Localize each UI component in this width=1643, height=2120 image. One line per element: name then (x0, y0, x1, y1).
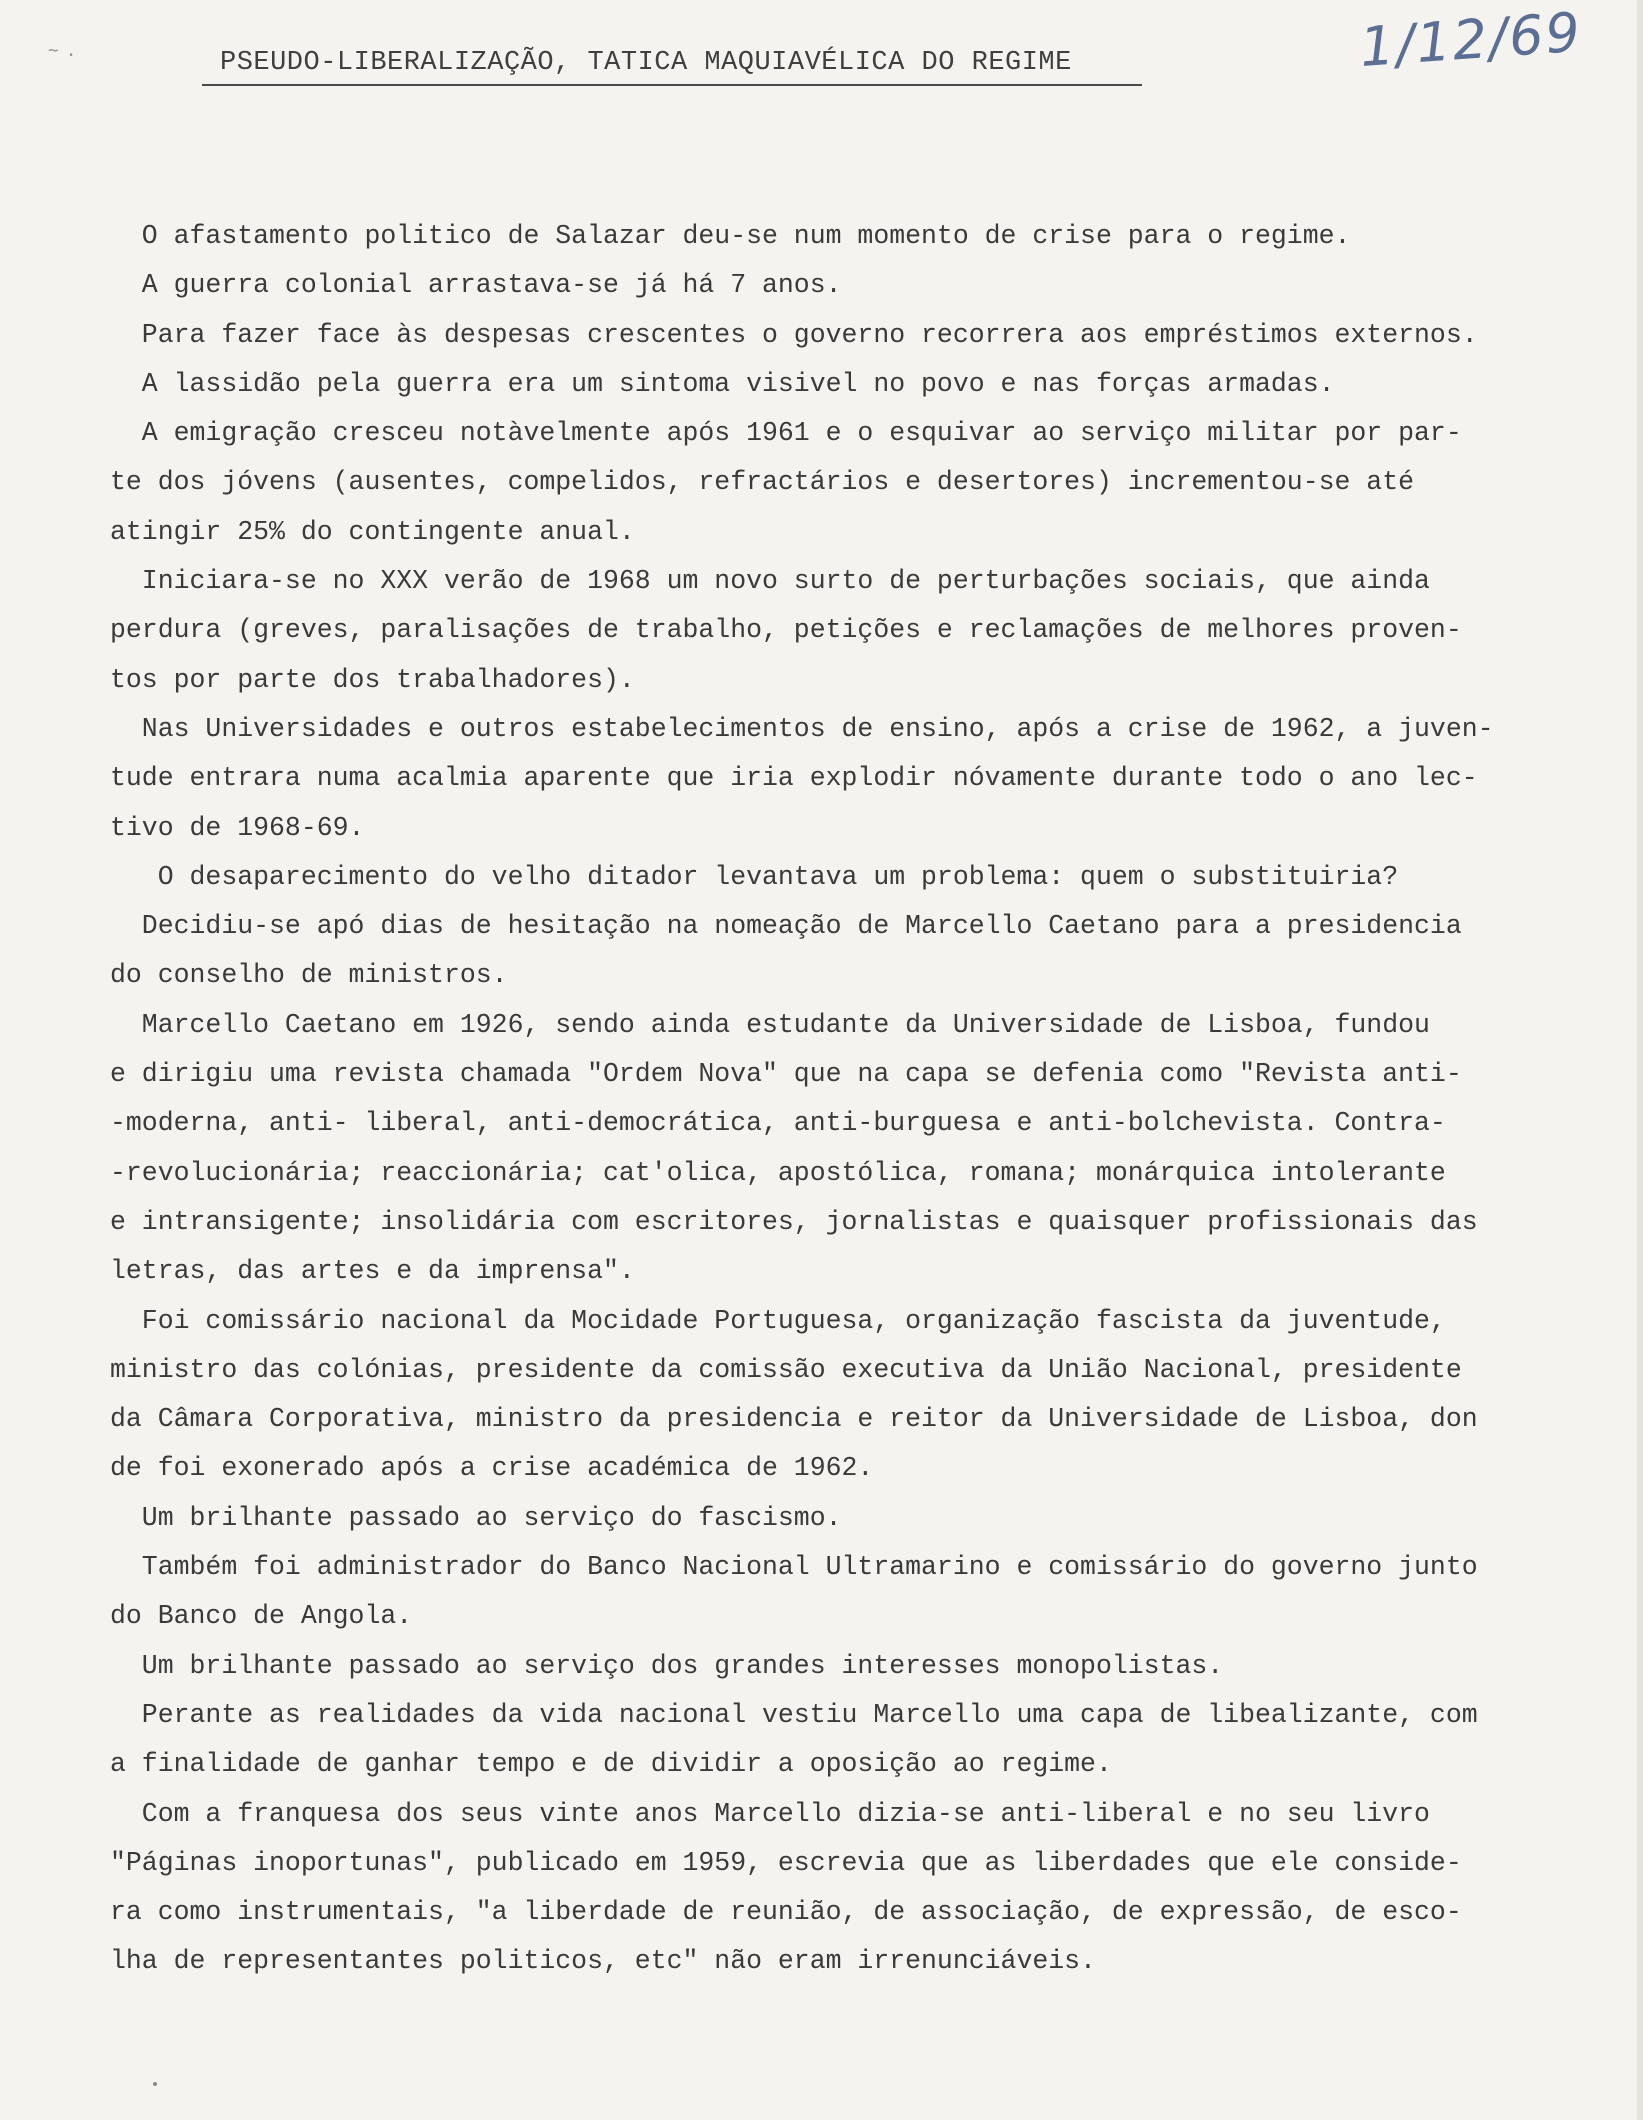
document-title: PSEUDO-LIBERALIZAÇÃO, TATICA MAQUIAVÉLICA DO REGIME (220, 48, 1072, 78)
body-line: A lassidão pela guerra era um sintoma visivel no povo e nas forças armadas. (110, 368, 1335, 399)
margin-mark: ~ . (48, 40, 75, 61)
body-line: ra como instrumentais, "a liberdade de reunião, de associação, de expressão, de esco- (110, 1897, 1462, 1928)
body-line: Para fazer face às despesas crescentes o governo recorrera aos empréstimos externos. (110, 319, 1478, 350)
body-line: tivo de 1968-69. (110, 812, 365, 843)
body-line: tos por parte dos trabalhadores). (110, 664, 635, 695)
body-line: A guerra colonial arrastava-se já há 7 anos. (110, 270, 842, 301)
body-line: -moderna, anti- liberal, anti-democrática, anti-burguesa e anti-bolchevista. Contra- (110, 1108, 1446, 1139)
document-header (0, 0, 1643, 120)
body-line: Perante as realidades da vida nacional vestiu Marcello uma capa de libealizante, com (110, 1699, 1478, 1730)
body-line: Nas Universidades e outros estabelecimentos de ensino, após a crise de 1962, a juven- (110, 713, 1494, 744)
body-line: Iniciara-se no XXX verão de 1968 um novo surto de perturbações sociais, que ainda (110, 566, 1430, 597)
body-line: lha de representantes politicos, etc" não eram irrenunciáveis. (110, 1946, 1096, 1977)
body-line: de foi exonerado após a crise académica de 1962. (110, 1453, 874, 1484)
body-line: Um brilhante passado ao serviço do fascismo. (110, 1502, 842, 1533)
body-line: tude entrara numa acalmia aparente que iria explodir nóvamente durante todo o ano lec- (110, 763, 1478, 794)
document-body (110, 212, 1630, 1987)
body-line: Com a franquesa dos seus vinte anos Marcello dizia-se anti-liberal e no seu livro (110, 1798, 1430, 1829)
body-line: do Banco de Angola. (110, 1601, 413, 1632)
body-line: letras, das artes e da imprensa". (110, 1256, 635, 1287)
body-line: ministro das colónias, presidente da comissão executiva da União Nacional, presidente (110, 1354, 1462, 1385)
body-line: Decidiu-se apó dias de hesitação na nomeação de Marcello Caetano para a presidencia (110, 911, 1462, 942)
handwritten-date: 1/12/69 (1357, 0, 1584, 79)
body-line: A emigração cresceu notàvelmente após 1961 e o esquivar ao serviço militar por par- (110, 418, 1462, 449)
page-edge-shadow (1637, 0, 1643, 2120)
body-line: te dos jóvens (ausentes, compelidos, refractários e desertores) incrementou-se até (110, 467, 1415, 498)
body-line: e dirigiu uma revista chamada "Ordem Nova" que na capa se defenia como "Revista anti- (110, 1059, 1462, 1090)
body-line: da Câmara Corporativa, ministro da presidencia e reitor da Universidade de Lisboa, don (110, 1404, 1478, 1435)
body-line: Também foi administrador do Banco Nacional Ultramarino e comissário do governo junto (110, 1552, 1478, 1583)
body-line: "Páginas inoportunas", publicado em 1959, escrevia que as liberdades que ele conside- (110, 1847, 1462, 1878)
body-line: perdura (greves, paralisações de trabalho, petições e reclamações de melhores proven- (110, 615, 1462, 646)
body-line: Foi comissário nacional da Mocidade Portuguesa, organização fascista da juventude, (110, 1305, 1446, 1336)
body-line: Um brilhante passado ao serviço dos grandes interesses monopolistas. (110, 1650, 1224, 1681)
body-line: O afastamento politico de Salazar deu-se num momento de crise para o regime. (110, 221, 1351, 251)
title-underline (202, 84, 1142, 86)
ink-speck (153, 2082, 157, 2086)
body-line: a finalidade de ganhar tempo e de dividir a oposição ao regime. (110, 1749, 1112, 1780)
body-line: atingir 25% do contingente anual. (110, 516, 635, 547)
body-line: O desaparecimento do velho ditador levantava um problema: quem o substituiria? (110, 861, 1399, 892)
body-line: e intransigente; insolidária com escritores, jornalistas e quaisquer profissionais das (110, 1206, 1478, 1237)
body-line: -revolucionária; reaccionária; cat'olica, apostólica, romana; monárquica intolerante (110, 1157, 1446, 1188)
body-line: do conselho de ministros. (110, 960, 508, 991)
body-line: Marcello Caetano em 1926, sendo ainda estudante da Universidade de Lisboa, fundou (110, 1009, 1430, 1040)
